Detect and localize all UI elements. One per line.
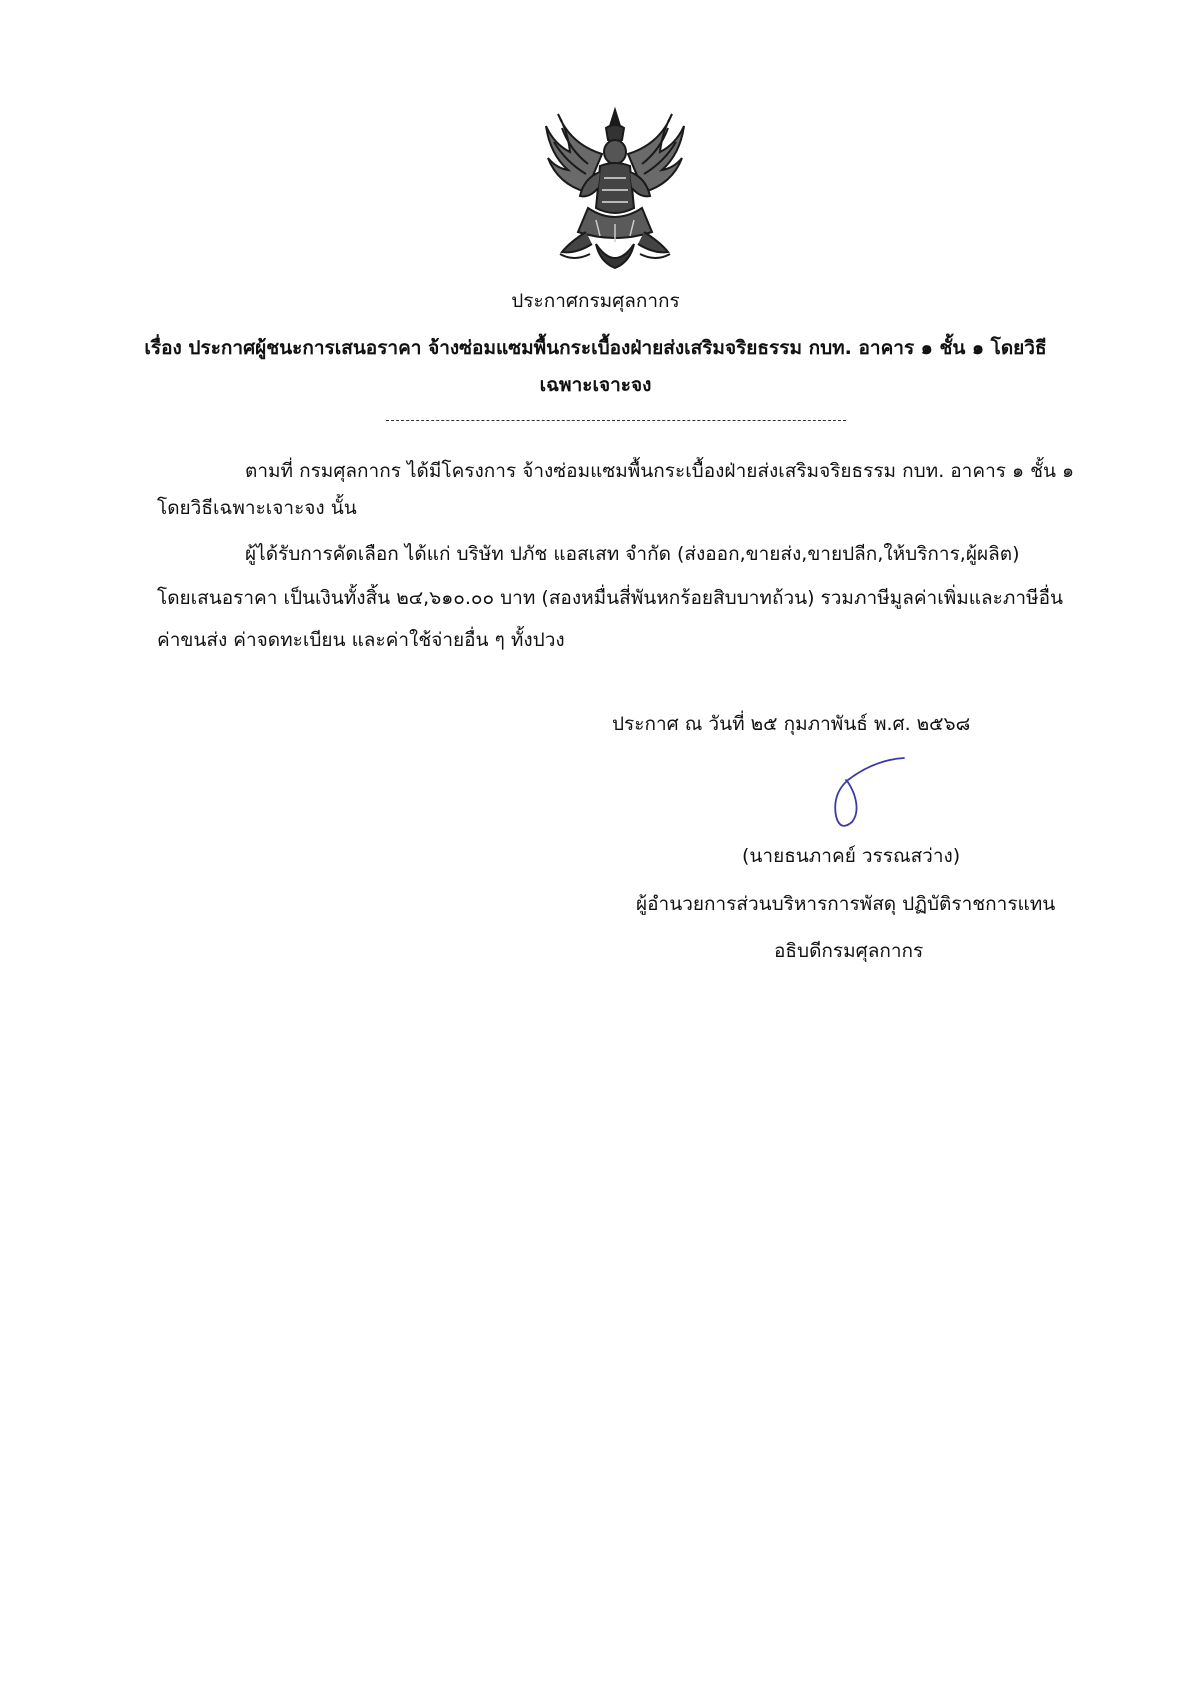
- paragraph-2-line-3: ค่าขนส่ง ค่าจดทะเบียน และค่าใช้จ่ายอื่น ๆ ทั้งปวง: [157, 629, 565, 651]
- garuda-emblem: [540, 104, 690, 274]
- document-subject-continued: เฉพาะเจาะจง: [539, 374, 652, 396]
- paragraph-2-line-2: โดยเสนอราคา เป็นเงินทั้งสิ้น ๒๔,๖๑๐.๐๐ บาท (สองหมื่นสี่พันหกร้อยสิบบาทถ้วน) รวมภาษีมูลค่าเพิ่มและภาษีอื่น: [157, 587, 1063, 609]
- signer-title-2: อธิบดีกรมศุลกากร: [774, 940, 924, 962]
- announcement-date: ประกาศ ณ วันที่ ๒๕ กุมภาพันธ์ พ.ศ. ๒๕๖๘: [612, 713, 971, 735]
- signer-name: (นายธนภาคย์ วรรณสว่าง): [742, 845, 961, 867]
- signer-title: ผู้อำนวยการส่วนบริหารการพัสดุ ปฏิบัติราชการแทน: [636, 893, 1056, 915]
- document-subject: เรื่อง ประกาศผู้ชนะการเสนอราคา จ้างซ่อมแซมพื้นกระเบื้องฝ่ายส่งเสริมจริยธรรม กบท. อาคาร ๑ ชั้น ๑ โดยวิธี: [144, 337, 1047, 359]
- document-heading: ประกาศกรมศุลกากร: [511, 290, 680, 312]
- paragraph-1-line-1: ตามที่ กรมศุลกากร ได้มีโครงการ จ้างซ่อมแซมพื้นกระเบื้องฝ่ายส่งเสริมจริยธรรม กบท. อาคาร ๑ ชั้น ๑: [245, 460, 1075, 482]
- paragraph-2-line-1: ผู้ได้รับการคัดเลือก ได้แก่ บริษัท ปภัช แอสเสท จำกัด (ส่งออก,ขายส่ง,ขายปลีก,ให้บริการ,ผู้ผลิต): [245, 543, 1020, 565]
- paragraph-1-line-2: โดยวิธีเฉพาะเจาะจง นั้น: [157, 497, 357, 519]
- handwritten-signature: [826, 754, 906, 834]
- separator-line: [386, 420, 846, 421]
